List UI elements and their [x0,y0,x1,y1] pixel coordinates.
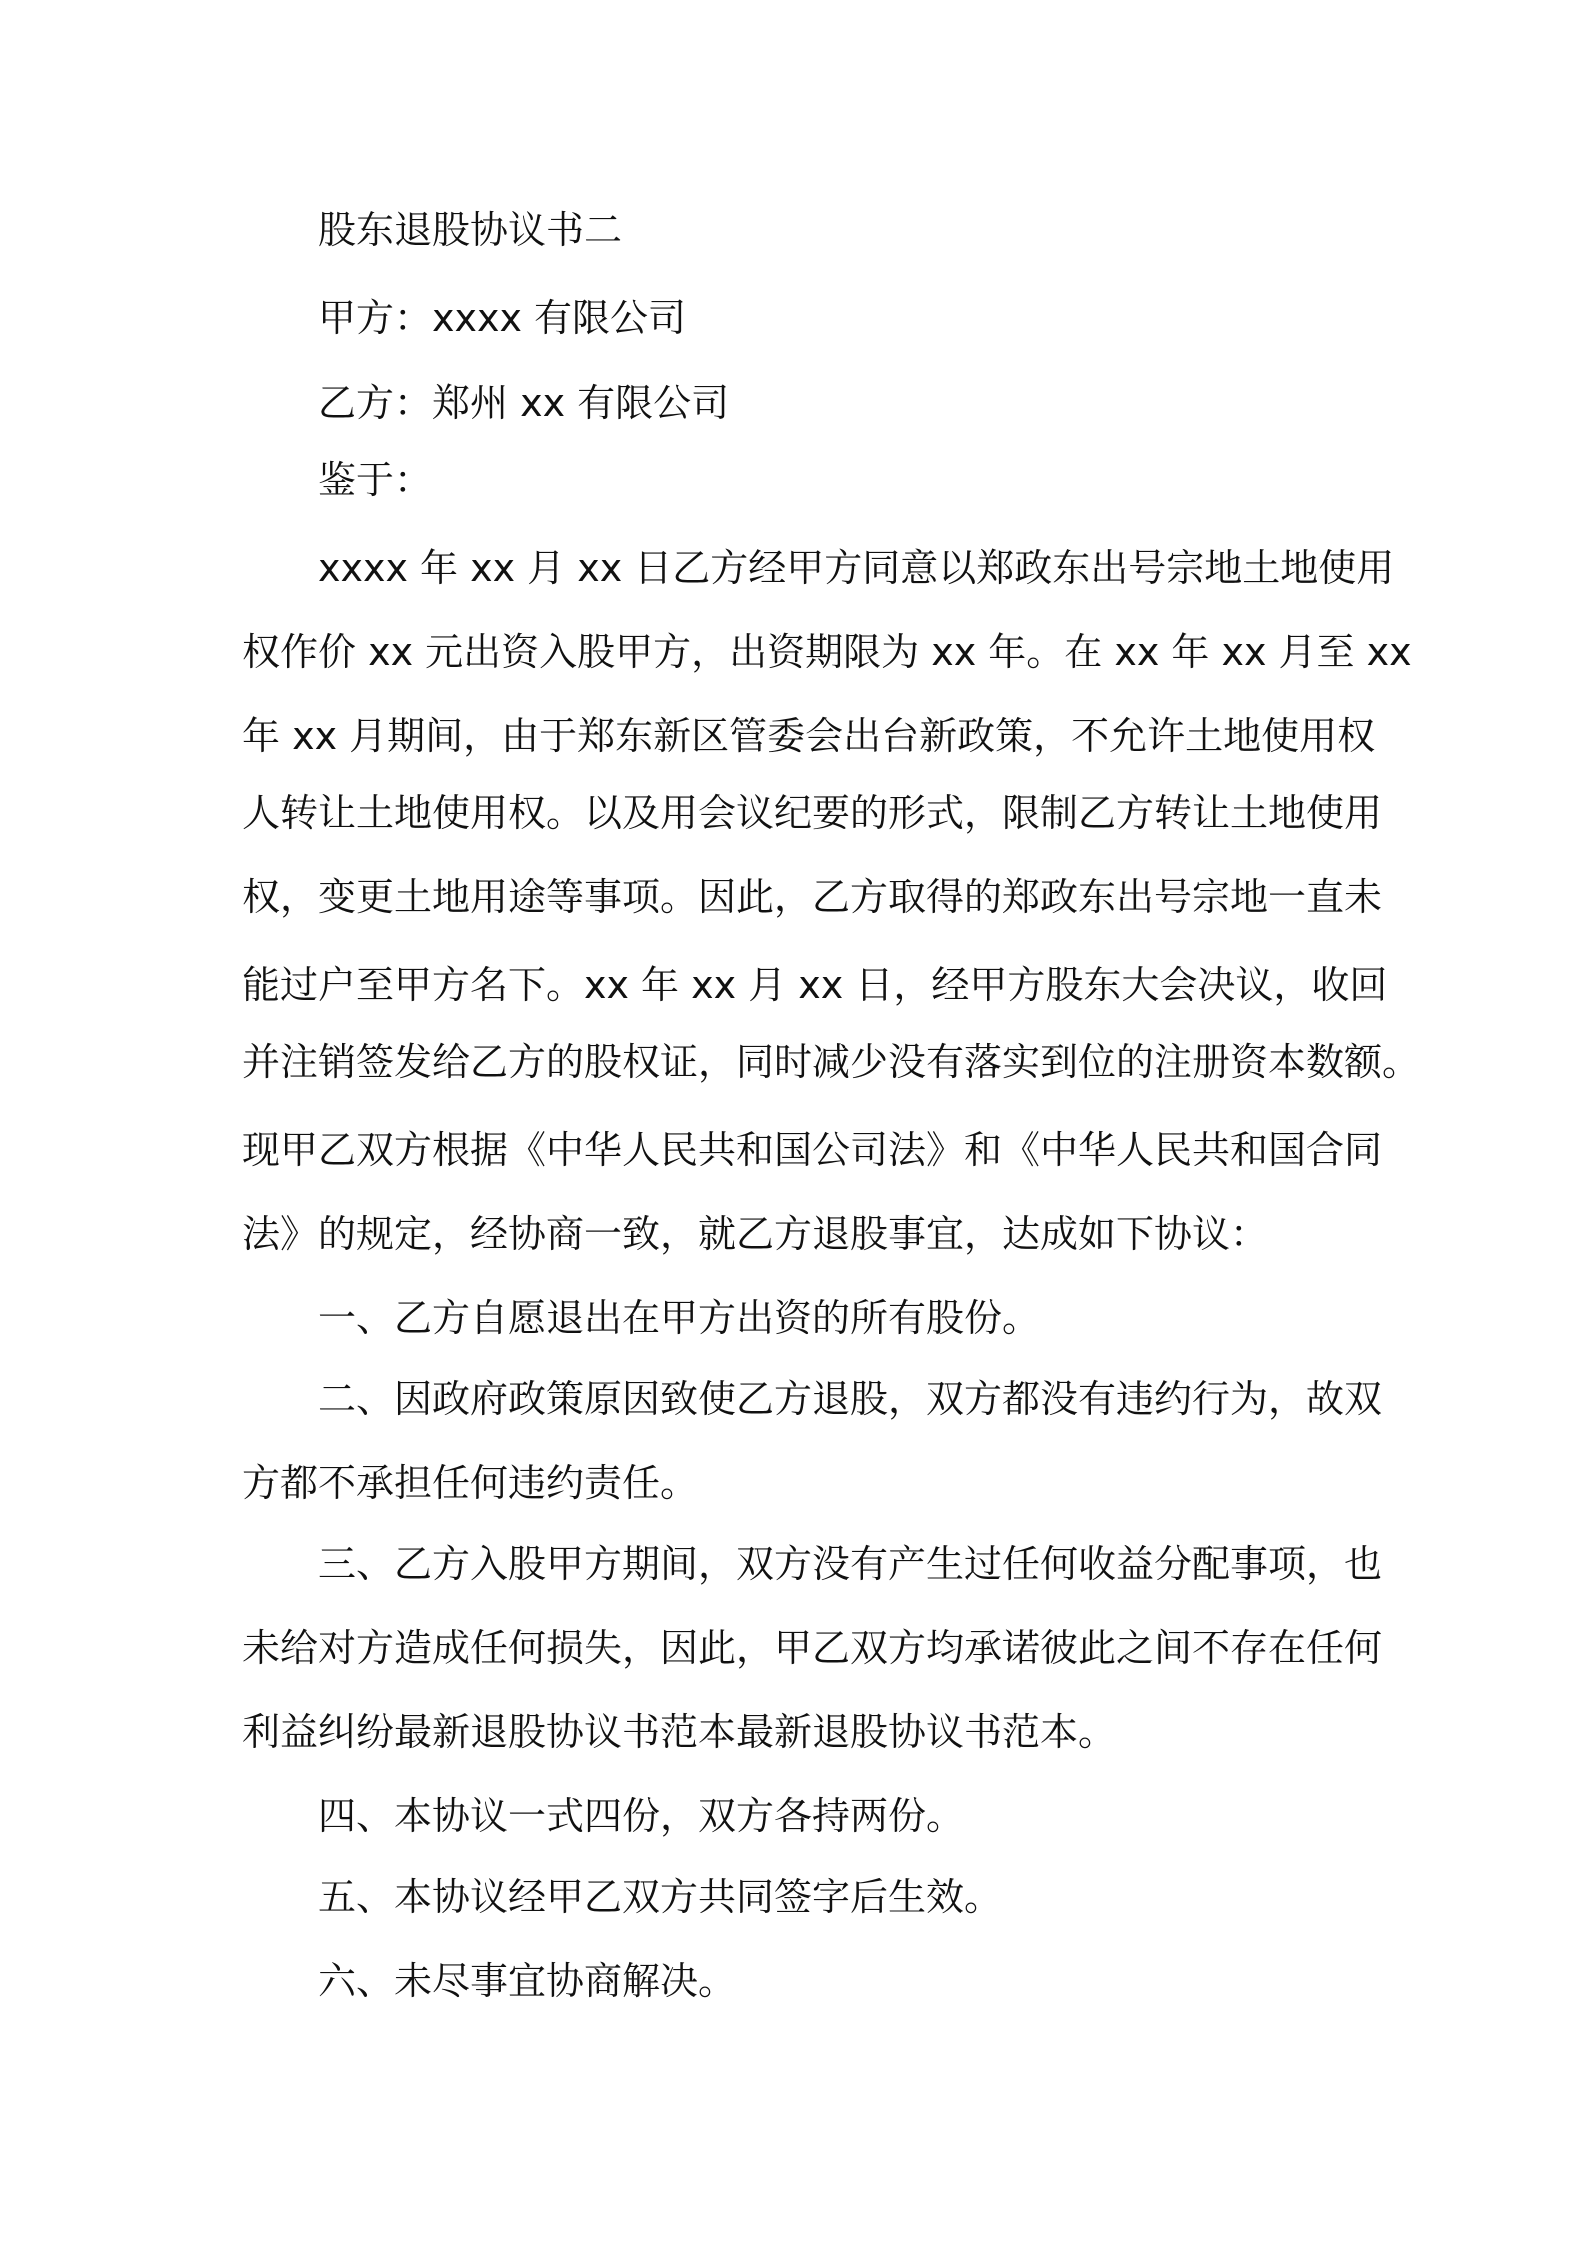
clause-1: 一、乙方自愿退出在甲方出资的所有股份。 [318,1296,1041,1340]
clause-3-line: 未给对方造成任何损失，因此，甲乙双方均承诺彼此之间不存在任何 [242,1626,1383,1670]
whereas-heading: 鉴于： [318,458,433,502]
clause-6: 六、未尽事宜协商解决。 [318,1959,737,2003]
recital-line: 法》的规定，经协商一致，就乙方退股事宜，达成如下协议： [242,1212,1269,1256]
recital-line: 年 xx 月期间，由于郑东新区管委会出台新政策，不允许土地使用权 [242,714,1376,758]
clause-4: 四、本协议一式四份，双方各持两份。 [318,1794,965,1838]
document-title: 股东退股协议书二 [318,208,623,252]
recital-line: 人转让土地使用权。以及用会议纪要的形式，限制乙方转让土地使用 [242,791,1383,835]
party-b: 乙方：郑州 xx 有限公司 [318,381,730,425]
recital-line: 能过户至甲方名下。xx 年 xx 月 xx 日，经甲方股东大会决议，收回 [242,963,1388,1007]
party-a: 甲方：xxxx 有限公司 [318,296,687,340]
clause-3-line: 三、乙方入股甲方期间，双方没有产生过任何收益分配事项，也 [318,1542,1383,1586]
recital-line: 权，变更土地用途等事项。因此，乙方取得的郑政东出号宗地一直未 [242,875,1383,919]
recital-line: xxxx 年 xx 月 xx 日乙方经甲方同意以郑政东出号宗地土地使用 [318,546,1395,590]
recital-line: 权作价 xx 元出资入股甲方，出资期限为 xx 年。在 xx 年 xx 月至 xx [242,630,1412,674]
clause-2-line: 二、因政府政策原因致使乙方退股，双方都没有违约行为，故双 [318,1377,1383,1421]
recital-line: 现甲乙双方根据《中华人民共和国公司法》和《中华人民共和国合同 [242,1128,1383,1172]
clause-5: 五、本协议经甲乙双方共同签字后生效。 [318,1875,1003,1919]
clause-2-line: 方都不承担任何违约责任。 [242,1461,699,1505]
recital-line: 并注销签发给乙方的股权证，同时减少没有落实到位的注册资本数额。 [242,1040,1421,1084]
clause-3-line: 利益纠纷最新退股协议书范本最新退股协议书范本。 [242,1710,1117,1754]
